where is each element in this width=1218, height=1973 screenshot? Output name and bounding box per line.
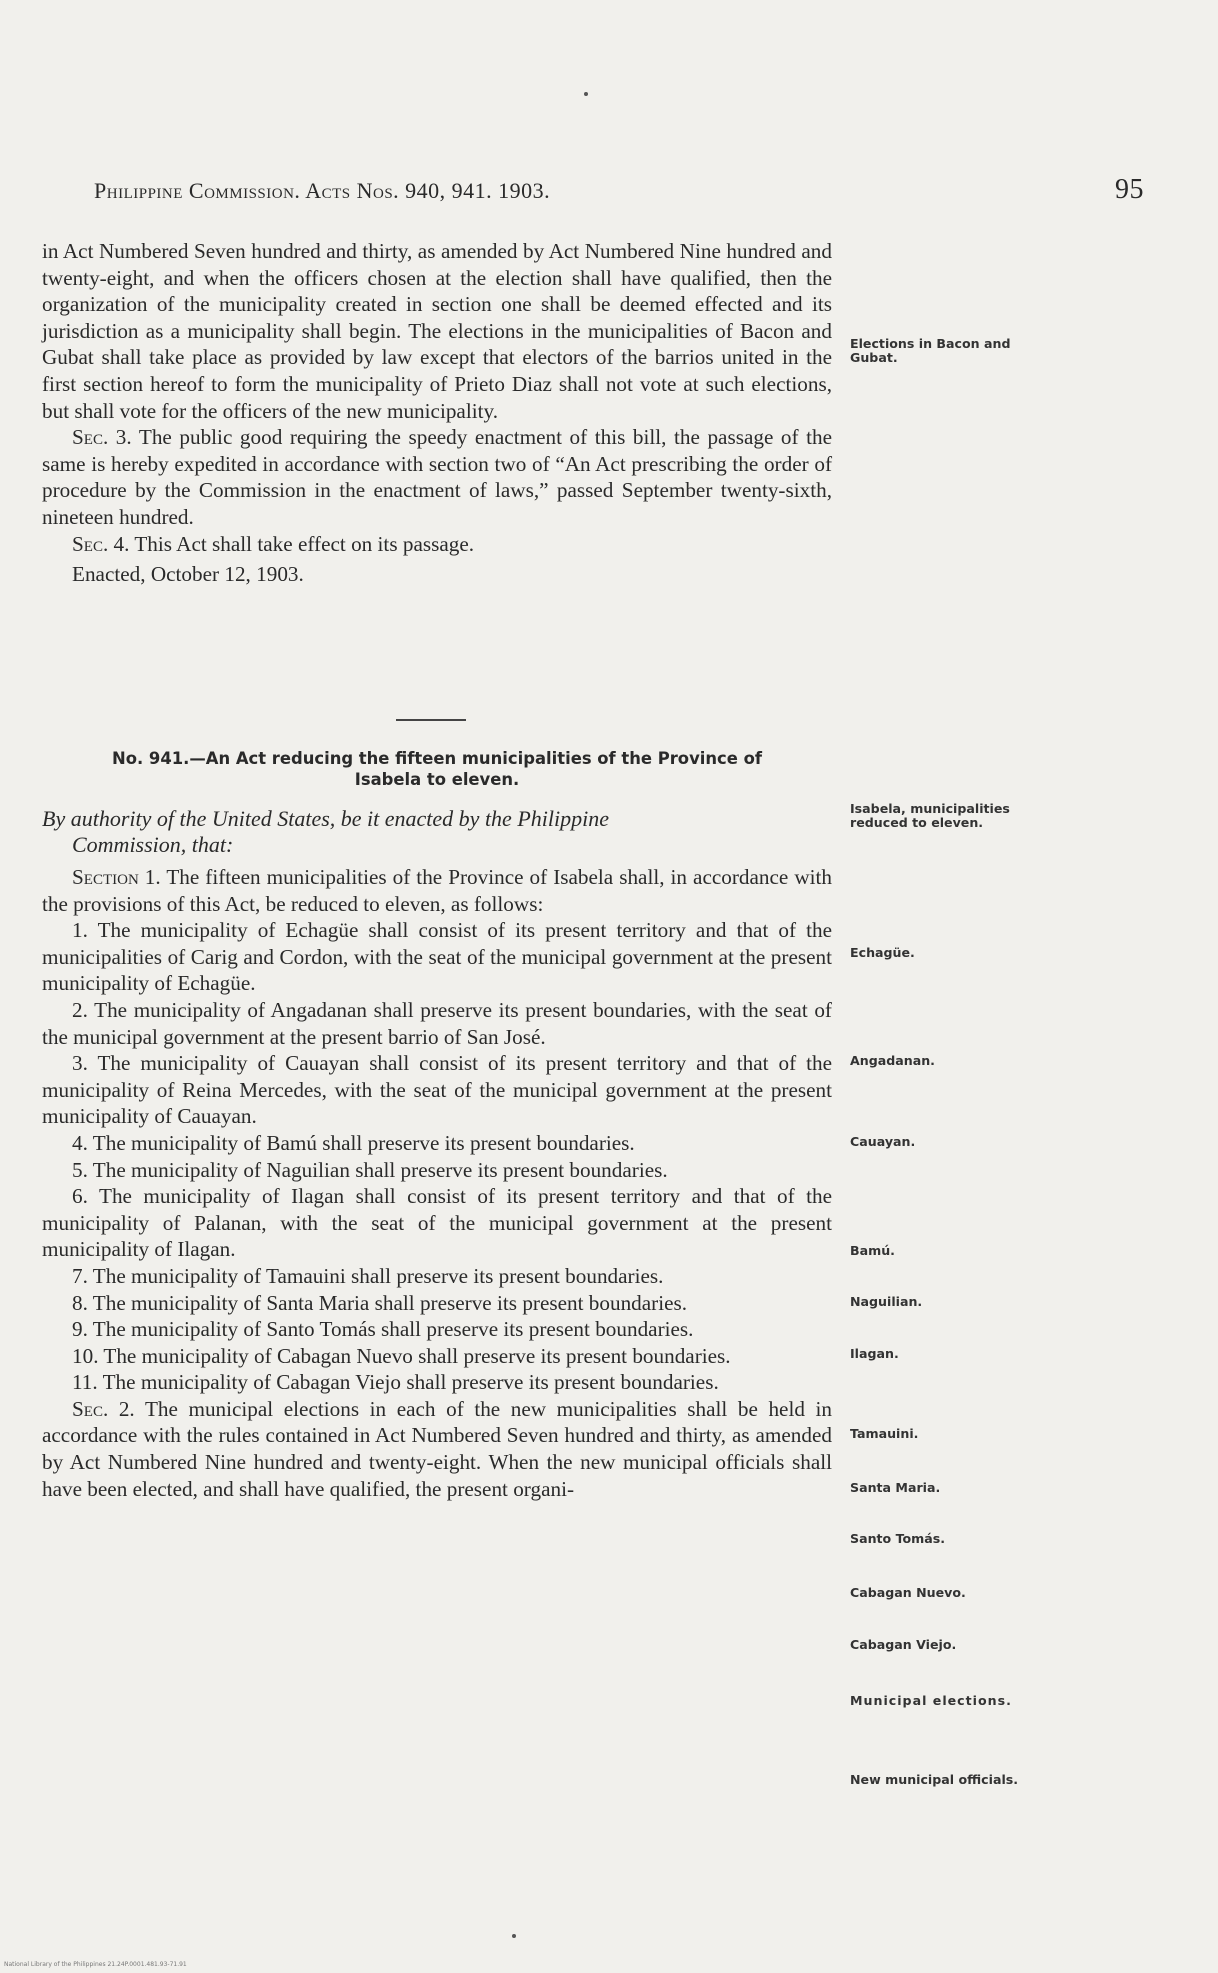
list-item: 11. The municipality of Cabagan Viejo shall preserve its present boundaries. [72, 1370, 719, 1395]
section-text: The public good requiring the speedy enactment of this bill, the passage of the same is hereby expedited in accordance with section two of “An Act prescribing the order of procedure by the Commission in the enactment of laws,” passed September twenty-sixth, nineteen hundred. [42, 425, 832, 529]
margin-note: Echagüe. [850, 945, 915, 960]
list-item: 1. The municipality of Echagüe shall consist of its present territory and that of the municipalities of Carig and Cordon, with the seat of the municipal government at the present municipality of Echagüe. [42, 918, 832, 996]
list-item: 2. The municipality of Angadanan shall preserve its present boundaries, with the seat of the municipal government at the present barrio of San José. [42, 997, 832, 1049]
list-item: 6. The municipality of Ilagan shall consist of its present territory and that of the municipality of Palanan, with the seat of the municipal government at the present municipality of Ilagan. [42, 1184, 832, 1262]
act-941-body [42, 864, 832, 1502]
section-divider [396, 719, 466, 721]
list-item: 4. The municipality of Bamú shall preserve its present boundaries. [72, 1130, 635, 1155]
margin-note: New municipal officials. [850, 1772, 1019, 1787]
act-940-continuation [42, 238, 832, 588]
margin-note: Elections in Bacon and Gubat. [850, 336, 1011, 365]
header-title: Philippine Commission. Acts Nos. 940, 941. 1903. [94, 178, 551, 203]
section-text: The municipal elections in each of the new municipalities shall be held in accordance with the rules contained in Act Numbered Seven hundred and thirty, as amended by Act Numbered Nine hundred and twenty-eight. When the new municipal officials shall have been elected, and shall have qualified, the present organi- [42, 1396, 833, 1501]
section-label: Sec. 4. [72, 531, 130, 556]
scan-credit: National Library of the Philippines 21.24P.0001.481.93-71.91 [4, 1961, 187, 1968]
act-title-line: No. 941.—An Act reducing the fifteen municipalities of the Province of [112, 749, 762, 768]
enacted-date: Enacted, October 12, 1903. [72, 562, 304, 587]
margin-note: Municipal elections. [850, 1693, 1012, 1708]
section-label: Sec. 3. [72, 425, 132, 450]
scan-speck [584, 92, 588, 96]
margin-note: Santo Tomás. [850, 1531, 946, 1546]
list-item: 10. The municipality of Cabagan Nuevo shall preserve its present boundaries. [72, 1343, 731, 1368]
list-item: 5. The municipality of Naguilian shall preserve its present boundaries. [72, 1157, 668, 1182]
scan-speck [512, 1934, 516, 1938]
enacting-line: Commission, that: [72, 832, 234, 857]
section-3 [42, 424, 832, 530]
list-item: 3. The municipality of Cauayan shall consist of its present territory and that of the municipality of Reina Mercedes, with the seat of the municipal government at the present municipality of Cauayan. [42, 1051, 832, 1129]
margin-note: Bamú. [850, 1243, 895, 1258]
margin-note: Isabela, municipalities reduced to eleven. [850, 801, 1010, 830]
enacting-clause [42, 806, 832, 858]
page-number: 95 [1115, 174, 1144, 205]
section-text: This Act shall take effect on its passage. [134, 531, 475, 556]
margin-note: Cabagan Viejo. [850, 1637, 957, 1652]
enacting-line: By authority of the United States, be it enacted by the Philippine [42, 806, 609, 831]
section-1 [42, 864, 832, 917]
running-header [94, 174, 1144, 210]
margin-note: Tamauini. [850, 1426, 919, 1441]
list-item: 7. The municipality of Tamauini shall preserve its present boundaries. [72, 1263, 664, 1288]
paragraph-elections: in Act Numbered Seven hundred and thirty, as amended by Act Numbered Nine hundred and twenty-eight, and when the officers chosen at the election shall have qualified, then the organization of the municipality created in section one shall be deemed effected and its jurisdiction as a municipality shall begin. The elections in the municipalities of Bacon and Gubat shall take place as provided by law except that electors of the barrios united in the first section hereof to form the municipality of Prieto Diaz shall not vote at such elections, but shall vote for the officers of the new municipality. [42, 239, 832, 423]
margin-note: Cauayan. [850, 1134, 916, 1149]
margin-note: Angadanan. [850, 1053, 935, 1068]
margin-note: Cabagan Nuevo. [850, 1585, 966, 1600]
section-label: Section 1. [72, 865, 161, 889]
list-item: 8. The municipality of Santa Maria shall preserve its present boundaries. [72, 1290, 688, 1315]
margin-note: Ilagan. [850, 1346, 899, 1361]
list-item: 9. The municipality of Santo Tomás shall preserve its present boundaries. [72, 1317, 694, 1342]
section-text: The fifteen municipalities of the Province of Isabela shall, in accordance with the provisions of this Act, be reduced to eleven, as follows: [42, 865, 832, 916]
section-2 [42, 1396, 832, 1502]
section-4 [42, 531, 832, 558]
margin-note: Naguilian. [850, 1294, 923, 1309]
act-title-line: Isabela to eleven. [354, 770, 520, 789]
act-941-title [42, 748, 832, 790]
section-label: Sec. 2. [72, 1396, 135, 1421]
margin-note: Santa Maria. [850, 1480, 941, 1495]
